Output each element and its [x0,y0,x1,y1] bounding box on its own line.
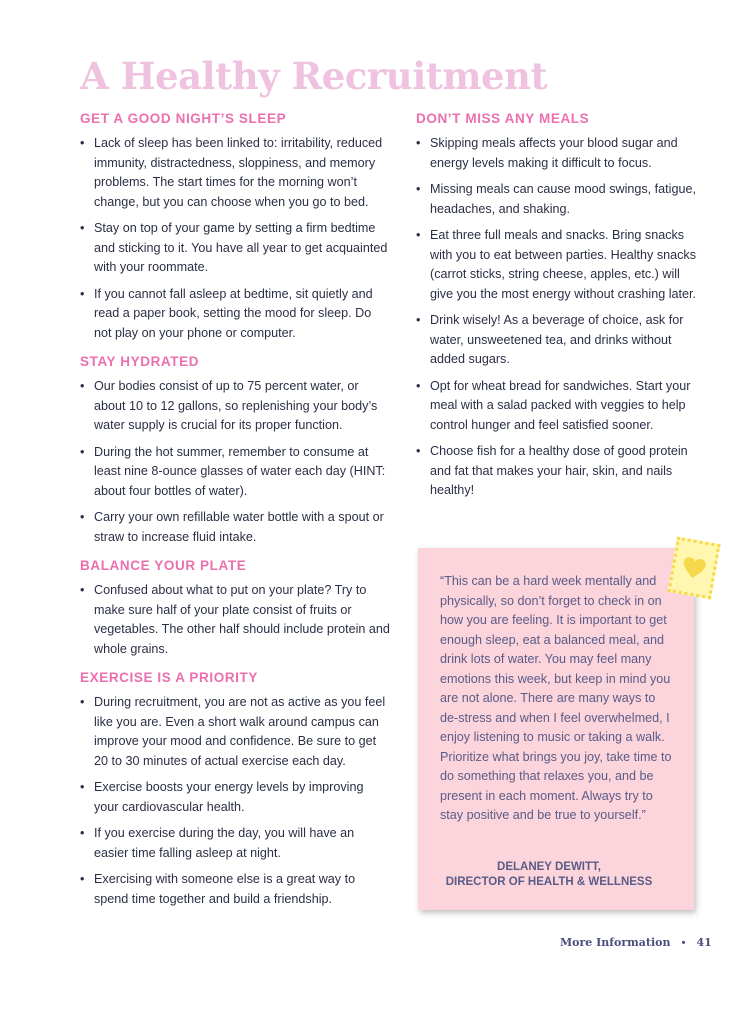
bullet-item: • If you exercise during the day, you will have an easier time falling asleep at night. [80,824,390,863]
section-heading: EXERCISE IS A PRIORITY [80,670,258,685]
bullet-item: • Stay on top of your game by setting a firm bedtime and sticking to it. You have all year to get acquainted with your roommate. [80,219,390,278]
quote-card [418,548,694,910]
left-column [80,110,390,919]
heart-icon [680,555,707,581]
footer-separator: • [681,937,686,949]
bullet-item: • Exercise boosts your energy levels by improving your cardiovascular health. [80,778,390,817]
bullet-list [80,377,390,547]
bullet-list [80,581,390,659]
section-heading: BALANCE YOUR PLATE [80,558,247,573]
right-column [416,110,698,511]
bullet-item: • Carry your own refillable water bottle with a spout or straw to increase fluid intake. [80,508,390,547]
bullet-item: • Lack of sleep has been linked to: irritability, reduced immunity, distractedness, sloppiness, and memory problems. The start times for the morning won’t change, but you can choose when you go to bed. [80,134,390,212]
bullet-list [416,134,698,501]
bullet-item: • Opt for wheat bread for sandwiches. Start your meal with a salad packed with veggies to help control hunger and feel satisfied sooner. [416,377,698,436]
page-number: 41 [696,936,712,949]
bullet-list [80,693,390,909]
bullet-item: • Drink wisely! As a beverage of choice, ask for water, unsweetened tea, and drinks without added sugars. [416,311,698,370]
page-footer [560,936,712,949]
bullet-item: • Skipping meals affects your blood sugar and energy levels making it difficult to focus. [416,134,698,173]
quote-author-role: DIRECTOR OF HEALTH & WELLNESS [445,876,653,888]
bullet-list [80,134,390,343]
quote-attribution [418,860,680,890]
heart-stamp [667,537,720,600]
section-heading: DON’T MISS ANY MEALS [416,111,590,126]
quote-author-name: DELANEY DEWITT, [497,861,601,873]
bullet-item: • If you cannot fall asleep at bedtime, sit quietly and read a paper book, setting the mood for sleep. Do not play on your phone or computer. [80,285,390,344]
bullet-item: • Eat three full meals and snacks. Bring snacks with you to eat between parties. Healthy snacks (carrot sticks, string cheese, apples, etc.) will give you the most energy without crashing later. [416,226,698,304]
bullet-item: • During recruitment, you are not as active as you feel like you are. Even a short walk around campus can improve your mood and confidence. Be sure to get 20 to 30 minutes of actual exercise each day. [80,693,390,771]
section-heading: STAY HYDRATED [80,354,200,369]
bullet-item: • During the hot summer, remember to consume at least nine 8-ounce glasses of water each day (HINT: about four bottles of water). [80,443,390,502]
footer-label: More Information [560,936,671,949]
bullet-item: • Missing meals can cause mood swings, fatigue, headaches, and shaking. [416,180,698,219]
bullet-item: • Confused about what to put on your plate? Try to make sure half of your plate consist of fruits or vegetables. The other half should include protein and whole grains. [80,581,390,659]
page-title: A Healthy Recruitment [80,54,548,98]
bullet-item: • Choose fish for a healthy dose of good protein and fat that makes your hair, skin, and nails healthy! [416,442,698,501]
bullet-item: • Exercising with someone else is a great way to spend time together and build a friendship. [80,870,390,909]
section-heading: GET A GOOD NIGHT’S SLEEP [80,111,287,126]
bullet-item: • Our bodies consist of up to 75 percent water, or about 10 to 12 gallons, so replenishing your body’s water supply is crucial for its proper function. [80,377,390,436]
quote-text: “This can be a hard week mentally and physically, so don’t forget to check in on how you are feeling. It is important to get enough sleep, eat a balanced meal, and drink lots of water. You may feel many emotions this week, but keep in mind you are not alone. There are many ways to de-stress and when I feel overwhelmed, I enjoy listening to music or taking a walk. Prioritize what brings you joy, take time to do something that relaxes you, and be present in each moment. Always try to stay positive and be true to yourself.” [440,574,672,822]
